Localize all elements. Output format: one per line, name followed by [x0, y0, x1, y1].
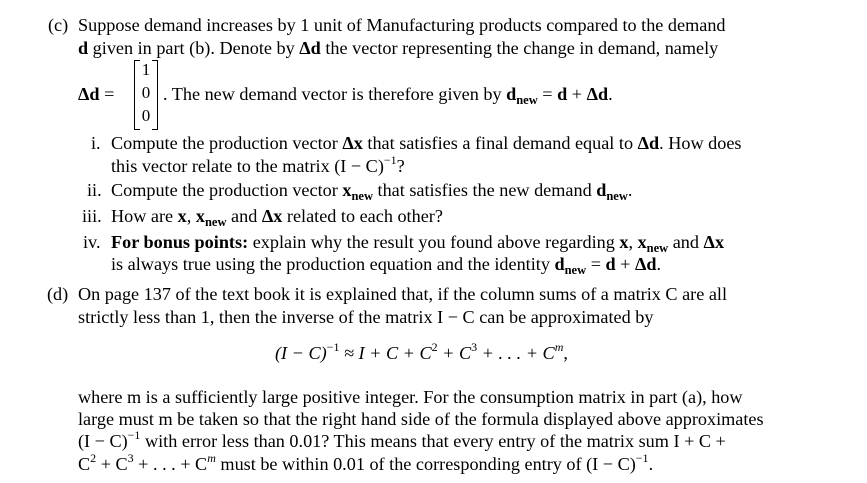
- item-iv-line-1: [111, 231, 724, 255]
- item-iv-d-new-sub: new: [564, 263, 587, 277]
- item-iv-d: d: [605, 254, 616, 274]
- part-c-line-2: [78, 37, 718, 59]
- item-iii-and: and: [226, 206, 262, 226]
- eq-rhs-delta-d: Δd: [586, 84, 609, 104]
- bonus-points-label: For bonus points:: [111, 232, 249, 252]
- formula-mid-2: + C: [437, 343, 472, 363]
- part-d-line6-supm: m: [207, 451, 216, 465]
- part-d-text-2: strictly less than 1, then the inverse of the matrix I − C can be approximated by: [78, 307, 654, 327]
- delta-d-equation-rhs: [163, 83, 613, 107]
- eq-lhs-delta-d: Δd: [78, 84, 100, 104]
- eq-after-text: . The new demand vector is therefore given by: [163, 84, 507, 104]
- part-d-line6-sup2: 2: [90, 451, 97, 465]
- part-d-line6-a: C: [78, 454, 91, 474]
- part-c-line-1: [78, 14, 726, 36]
- formula-mid: ≈ I + C + C: [339, 343, 432, 363]
- delta-d-symbol: Δd: [299, 38, 321, 58]
- part-d-line-2: [78, 306, 653, 328]
- formula-sup-3: 3: [471, 340, 478, 354]
- item-iv-and: and: [668, 232, 704, 252]
- d-new-subscript: new: [516, 93, 538, 107]
- part-d-text-1: On page 137 of the text book it is explained that, if the column sums of a matrix C are all: [78, 284, 728, 304]
- part-d-text-4: large must m be taken so that the right hand side of the formula displayed above approximates: [78, 409, 764, 429]
- part-c-text-2: given in part (b). Denote by: [88, 38, 300, 58]
- item-iii-comma: ,: [186, 206, 196, 226]
- item-iv-d-new: d: [554, 254, 565, 274]
- item-i-line-1: [111, 132, 741, 154]
- item-ii-d: d: [596, 180, 607, 200]
- item-ii-label: ii.: [87, 180, 102, 200]
- eq-rhs-plus: +: [567, 84, 587, 104]
- item-ii-text-e: .: [627, 180, 633, 200]
- item-iv-equals: =: [586, 254, 606, 274]
- demand-vector-d: d: [78, 38, 89, 58]
- part-d-line6-c: + . . . + C: [133, 454, 208, 474]
- item-i-line2-text: this vector relate to the matrix (I − C): [111, 156, 384, 176]
- part-c-label: (c): [48, 15, 69, 35]
- item-iv-line2-text: is always true using the production equation and the identity: [111, 254, 555, 274]
- delta-d-equation-lhs: [78, 83, 114, 105]
- right-bracket: [152, 60, 158, 130]
- item-i-text-a: Compute the production vector: [111, 133, 343, 153]
- part-d-text-3: where m is a sufficiently large positive integer. For the consumption matrix in part (a), how: [78, 387, 743, 407]
- formula-sup-2: 2: [431, 340, 438, 354]
- eq-rhs-d: d: [557, 84, 568, 104]
- vector-entry-2: 0: [141, 83, 151, 102]
- formula-mid-3: + . . . + C: [477, 343, 555, 363]
- part-d-line-3: [78, 386, 743, 408]
- item-iv-delta-x: Δx: [703, 232, 725, 252]
- approximation-formula: [275, 342, 568, 366]
- part-d-line-6: [78, 453, 653, 477]
- part-d-line-4: [78, 408, 764, 430]
- item-iii-delta-x: Δx: [261, 206, 283, 226]
- item-iv-x-new-sub: new: [646, 241, 669, 255]
- part-d-line6-e: .: [648, 454, 654, 474]
- part-d-line-5: [78, 430, 726, 454]
- d-new-symbol: d: [506, 84, 517, 104]
- item-iv-label: iv.: [83, 232, 101, 252]
- item-ii-x: x: [342, 180, 352, 200]
- item-iv-text-a: explain why the result you found above regarding: [248, 232, 620, 252]
- part-d-line6-sup3: 3: [127, 451, 134, 465]
- column-vector-delta-d: [134, 60, 158, 130]
- part-c-text-3: the vector representing the change in demand, namely: [320, 38, 719, 58]
- item-iv-x-new: x: [637, 232, 647, 252]
- item-iii-x: x: [177, 206, 187, 226]
- item-i-line2-sup: −1: [383, 153, 397, 167]
- formula-sup-m: m: [554, 340, 564, 354]
- vector-entry-1: 1: [141, 60, 151, 79]
- formula-lhs-sup: −1: [326, 340, 340, 354]
- item-iv-delta-d: Δd: [634, 254, 657, 274]
- item-ii-text-c: that satisfies the new demand: [372, 180, 597, 200]
- item-iii-x-new-sub: new: [204, 215, 227, 229]
- item-iv-line-2: [111, 253, 661, 277]
- part-d-line-1: [78, 283, 727, 305]
- part-d-line6-b: + C: [96, 454, 128, 474]
- part-d-line6-d: must be within 0.01 of the corresponding entry of (I − C): [215, 454, 636, 474]
- item-i-text-c: that satisfies a final demand equal to: [362, 133, 638, 153]
- part-d-line6-sup: −1: [635, 451, 649, 465]
- eq-sign: =: [99, 84, 115, 104]
- item-i-delta-d: Δd: [637, 133, 660, 153]
- item-ii-d-sub: new: [606, 189, 628, 203]
- item-iv-plus: +: [615, 254, 635, 274]
- part-d-line5-a: (I − C): [78, 431, 128, 451]
- item-i-text-e: . How does: [659, 133, 742, 153]
- item-i-line2-end: ?: [396, 156, 405, 176]
- formula-end: ,: [563, 343, 568, 363]
- part-d-label: (d): [47, 284, 69, 304]
- item-iv-x: x: [619, 232, 629, 252]
- item-iii-line: [111, 205, 443, 229]
- item-iii-x-new: x: [195, 206, 205, 226]
- part-d-line5-b: with error less than 0.01? This means that every entry of the matrix sum I + C +: [140, 431, 726, 451]
- item-iii-label: iii.: [82, 206, 102, 226]
- item-i-delta-x: Δx: [342, 133, 363, 153]
- formula-lhs: (I − C): [275, 343, 327, 363]
- part-d-line5-sup: −1: [127, 428, 141, 442]
- item-i-label: i.: [91, 133, 101, 153]
- item-ii-text-a: Compute the production vector: [111, 180, 343, 200]
- item-i-line-2: [111, 155, 405, 179]
- item-iii-text-g: related to each other?: [282, 206, 443, 226]
- eq-rhs-end: .: [608, 84, 613, 104]
- item-ii-line: [111, 179, 632, 203]
- item-ii-x-sub: new: [351, 189, 373, 203]
- eq-rhs-equals: =: [537, 84, 558, 104]
- item-iv-comma: ,: [628, 232, 638, 252]
- part-c-text-1: Suppose demand increases by 1 unit of Manufacturing products compared to the demand: [78, 15, 726, 35]
- item-iii-text-a: How are: [111, 206, 178, 226]
- vector-entry-3: 0: [141, 106, 151, 125]
- item-iv-end: .: [656, 254, 662, 274]
